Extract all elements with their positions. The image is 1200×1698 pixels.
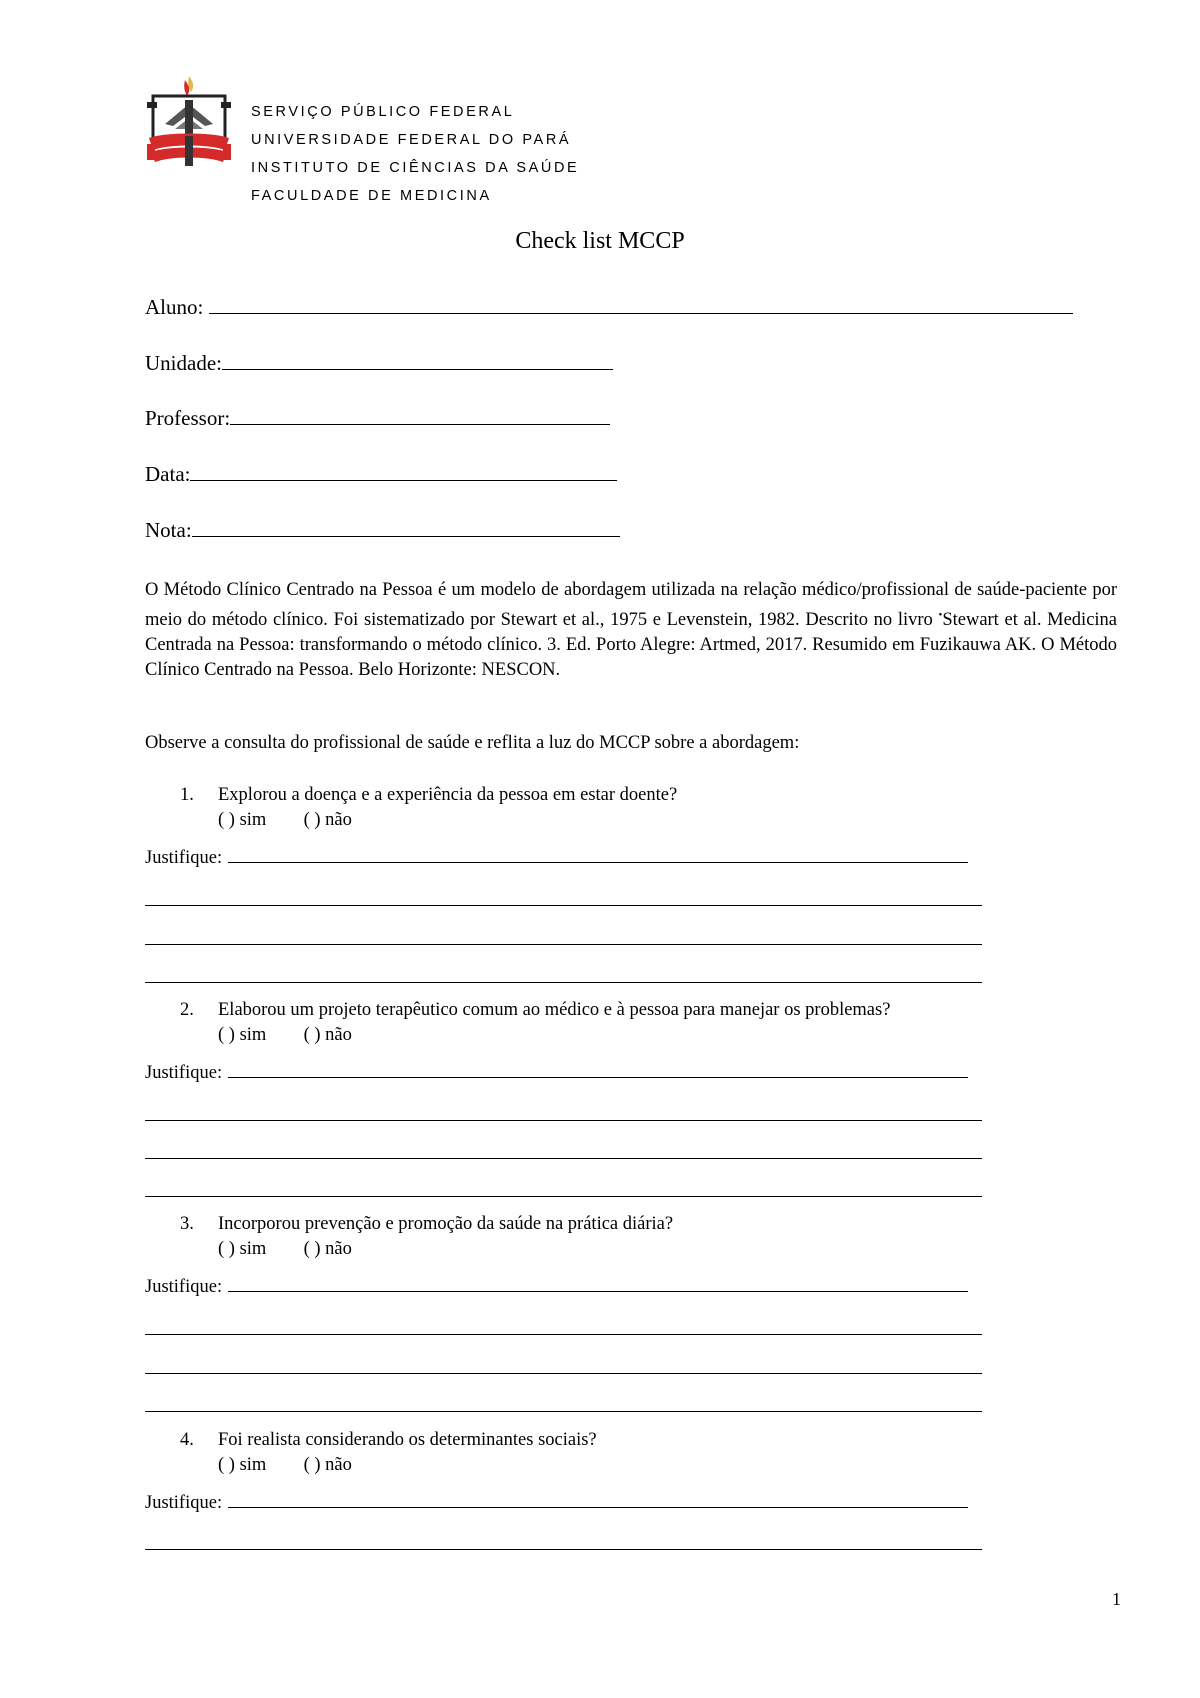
option-nao[interactable]: ( ) não — [303, 1455, 352, 1475]
option-sim[interactable]: ( ) sim — [218, 810, 267, 830]
answer-line[interactable] — [145, 905, 982, 906]
university-crest-icon — [145, 74, 233, 174]
answer-line[interactable] — [145, 1373, 982, 1374]
page-number: 1 — [1112, 1589, 1121, 1609]
header-line: FACULDADE DE MEDICINA — [251, 188, 492, 204]
option-nao[interactable]: ( ) não — [303, 810, 352, 830]
justify-line[interactable] — [228, 1275, 968, 1292]
field-label: Professor: — [145, 406, 231, 430]
aluno-line[interactable] — [209, 295, 1073, 314]
justify-label: Justifique: — [145, 848, 223, 868]
justify-row — [145, 846, 968, 871]
option-sim[interactable]: ( ) sim — [218, 1455, 267, 1475]
intro-text: O Método Clínico Centrado na Pessoa é um modelo de abordagem utilizada na relação médico/profissional de saúde-paciente por meio do método clínico. Foi sistematizado por Stewart et al., 1975 e Levenstein, 1982. Descrito no livro — [145, 580, 1117, 631]
instruction-text: Observe a consulta do profissional de saúde e reflita a luz do MCCP sobre a abordagem: — [145, 733, 800, 753]
field-unidade[interactable] — [145, 351, 613, 376]
answer-line[interactable] — [145, 1120, 982, 1121]
answer-options — [218, 808, 352, 833]
option-sim[interactable]: ( ) sim — [218, 1239, 267, 1259]
nota-line[interactable] — [192, 518, 620, 537]
header-line: SERVIÇO PÚBLICO FEDERAL — [251, 104, 515, 120]
question-text: Elaborou um projeto terapêutico comum ao médico e à pessoa para manejar os problemas? — [218, 1000, 891, 1020]
intro-text-ref: Stewart et al. Medicina Centrada na Pessoa: transformando o método clínico. 3. Ed. Porto Alegre: Artmed, 2017. Resumido em Fuzikauwa AK. O Método Clínico Centrado na Pessoa. Belo Horizonte: NESCON. — [145, 610, 1118, 681]
header-line: UNIVERSIDADE FEDERAL DO PARÁ — [251, 132, 572, 148]
option-nao[interactable]: ( ) não — [303, 1239, 352, 1259]
justify-label: Justifique: — [145, 1493, 223, 1513]
answer-line[interactable] — [145, 1411, 982, 1412]
unidade-line[interactable] — [222, 351, 613, 370]
answer-line[interactable] — [145, 1196, 982, 1197]
answer-line[interactable] — [145, 1158, 982, 1159]
answer-options — [218, 1453, 352, 1478]
question-number: 1. — [180, 785, 194, 805]
answer-line[interactable] — [145, 1549, 982, 1550]
question-text: Explorou a doença e a experiência da pessoa em estar doente? — [218, 785, 678, 805]
data-line[interactable] — [190, 462, 617, 481]
option-nao[interactable]: ( ) não — [303, 1025, 352, 1045]
option-sim[interactable]: ( ) sim — [218, 1025, 267, 1045]
justify-row — [145, 1275, 968, 1300]
justify-label: Justifique: — [145, 1063, 223, 1083]
field-aluno[interactable] — [145, 295, 1073, 320]
intro-mark: • — [938, 609, 943, 621]
answer-options — [218, 1237, 352, 1262]
justify-line[interactable] — [228, 846, 968, 863]
answer-line[interactable] — [145, 982, 982, 983]
field-nota[interactable] — [145, 518, 620, 543]
institution-header — [251, 98, 579, 210]
field-label: Nota: — [145, 518, 192, 542]
question-number: 4. — [180, 1430, 194, 1450]
answer-line[interactable] — [145, 944, 982, 945]
field-label: Data: — [145, 462, 191, 486]
justify-label: Justifique: — [145, 1277, 223, 1297]
question-number: 3. — [180, 1214, 194, 1234]
justify-line[interactable] — [228, 1061, 968, 1078]
field-label: Aluno: — [145, 295, 204, 319]
question-number: 2. — [180, 1000, 194, 1020]
field-data[interactable] — [145, 462, 617, 487]
answer-options — [218, 1023, 352, 1048]
justify-line[interactable] — [228, 1491, 968, 1508]
answer-line[interactable] — [145, 1334, 982, 1335]
page-title: Check list MCCP — [515, 228, 685, 254]
question-text: Foi realista considerando os determinantes sociais? — [218, 1430, 597, 1450]
justify-row — [145, 1491, 968, 1516]
justify-row — [145, 1061, 968, 1086]
professor-line[interactable] — [230, 406, 610, 425]
question-text: Incorporou prevenção e promoção da saúde na prática diária? — [218, 1214, 674, 1234]
intro-paragraph — [145, 578, 1117, 683]
field-professor[interactable] — [145, 406, 610, 431]
field-label: Unidade: — [145, 351, 222, 375]
header-line: INSTITUTO DE CIÊNCIAS DA SAÚDE — [251, 160, 580, 176]
